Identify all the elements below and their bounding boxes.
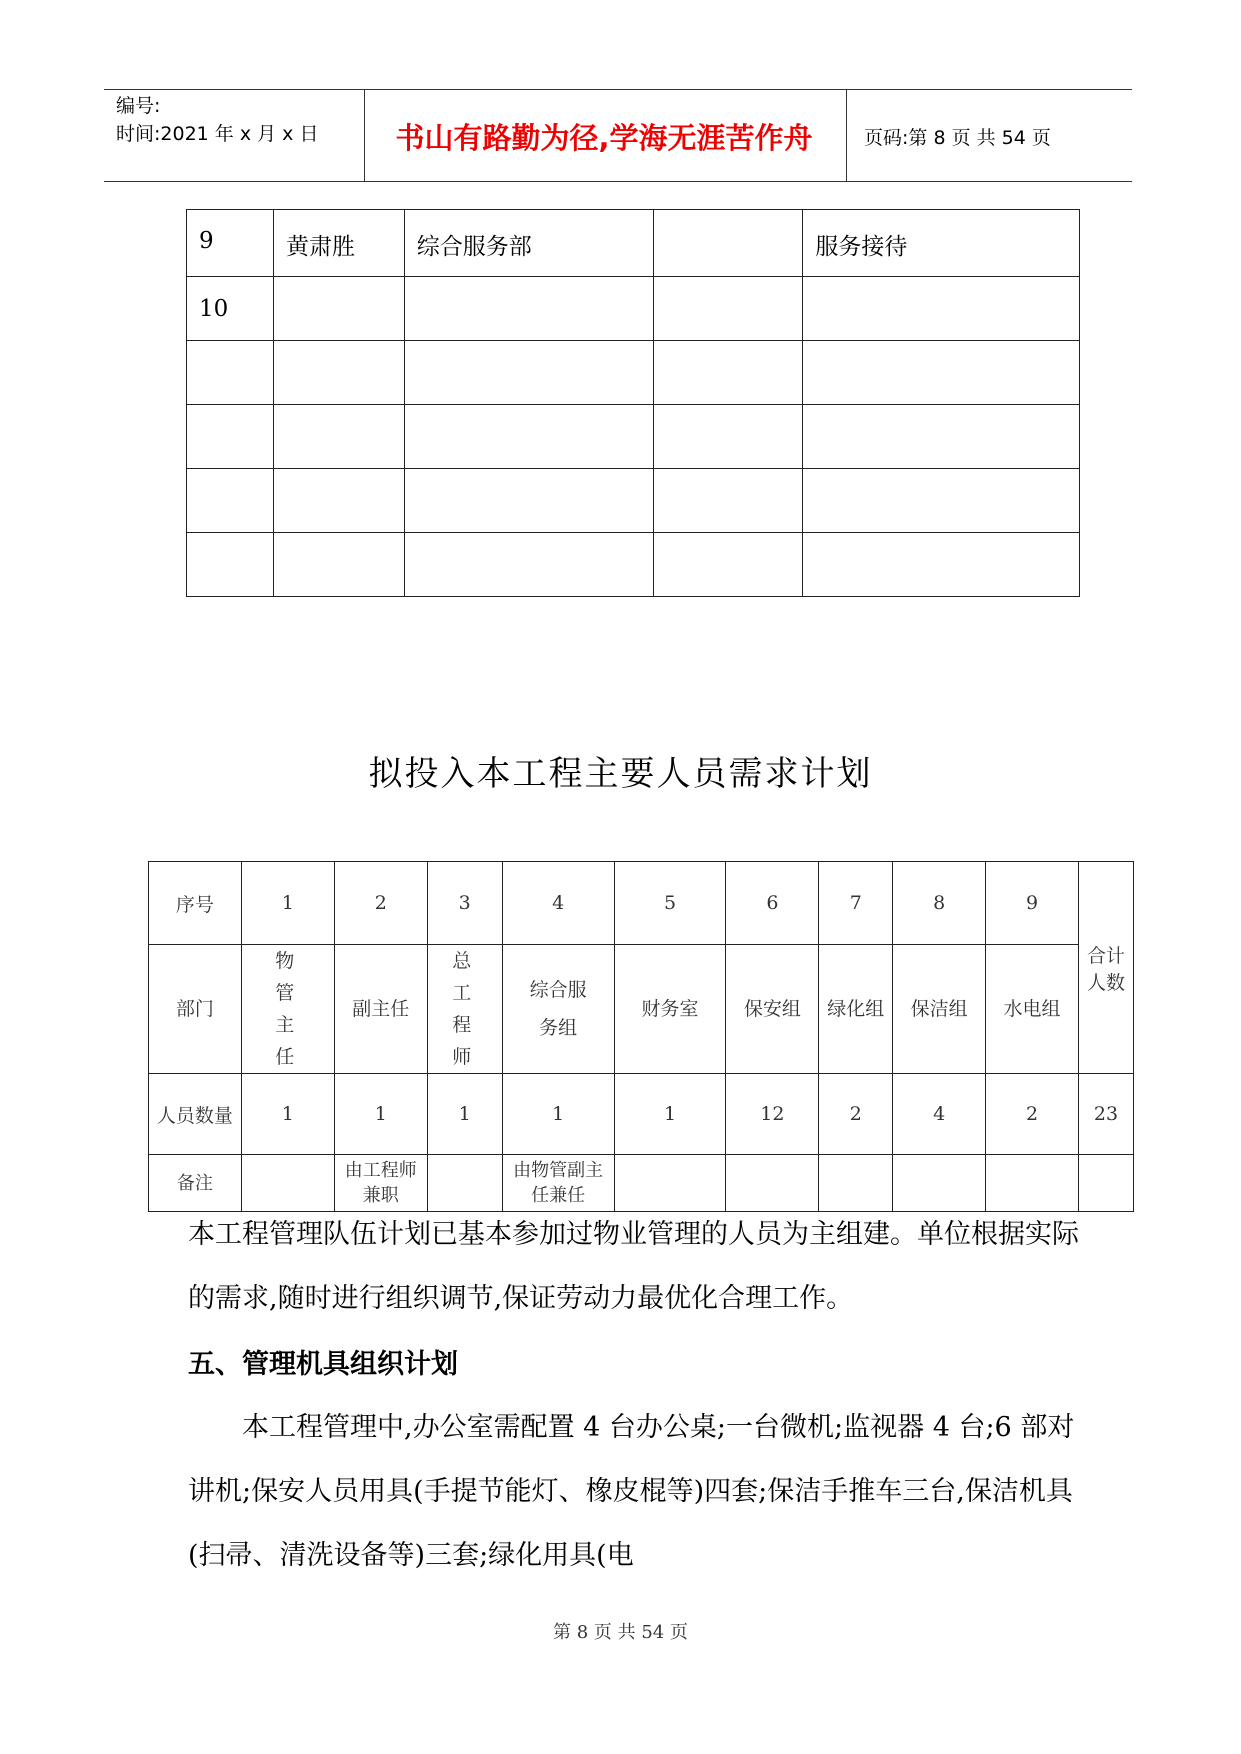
index-cell: 6	[726, 862, 819, 945]
table-cell	[803, 533, 1080, 597]
dept-cell: 财务室	[614, 945, 726, 1074]
table-cell	[187, 533, 274, 597]
total-header	[1078, 862, 1133, 1074]
table-cell	[273, 469, 404, 533]
dept-cell	[241, 945, 334, 1074]
index-cell: 5	[614, 862, 726, 945]
table-cell: 黄肃胜	[273, 210, 404, 277]
table-cell: 服务接待	[803, 210, 1080, 277]
table-cell	[404, 277, 653, 341]
total-label: 合计人数	[1086, 944, 1125, 994]
table-cell	[803, 469, 1080, 533]
dept-cell: 水电组	[986, 945, 1079, 1074]
paragraph-team-plan: 本工程管理队伍计划已基本参加过物业管理的人员为主组建。单位根据实际的需求,随时进行组织调节,保证劳动力最优化合理工作。	[188, 1219, 1079, 1314]
table-row	[187, 341, 1080, 405]
table-cell: 综合服务部	[404, 210, 653, 277]
total-count-cell: 23	[1078, 1074, 1133, 1155]
table-cell	[653, 533, 803, 597]
index-row	[149, 862, 1134, 945]
staffing-plan-table	[148, 861, 1134, 1212]
table-cell	[404, 341, 653, 405]
table-cell	[653, 277, 803, 341]
index-cell: 8	[893, 862, 986, 945]
header-divider-right	[846, 90, 847, 182]
row-label-index: 序号	[149, 862, 242, 945]
table-cell	[187, 341, 274, 405]
count-cell: 12	[726, 1074, 819, 1155]
table-cell	[273, 405, 404, 469]
staff-table	[186, 209, 1080, 597]
count-cell: 1	[502, 1074, 614, 1155]
index-cell: 2	[334, 862, 427, 945]
table-cell	[404, 405, 653, 469]
dept-name: 总工程师	[452, 950, 478, 1068]
paragraph-equipment-plan: 本工程管理中,办公室需配置 4 台办公桌;一台微机;监视器 4 台;6 部对讲机;保安人员用具(手提节能灯、橡皮棍等)四套;保洁手推车三台,保洁机具(扫帚、清洗设备等)三套;绿化用具(电	[188, 1412, 1075, 1571]
header-motto: 书山有路勤为径,学海无涯苦作舟	[395, 121, 813, 155]
table-row	[187, 210, 1080, 277]
table-cell	[404, 469, 653, 533]
count-cell: 1	[334, 1074, 427, 1155]
dept-name: 综合服务组	[529, 979, 587, 1039]
table-cell: 9	[187, 210, 274, 277]
count-cell: 2	[986, 1074, 1079, 1155]
table-cell	[653, 210, 803, 277]
index-cell: 3	[427, 862, 502, 945]
document-time-label: 时间:2021 年 x 月 x 日	[116, 123, 319, 145]
index-cell: 9	[986, 862, 1079, 945]
count-cell: 1	[614, 1074, 726, 1155]
header-divider-left	[364, 90, 365, 182]
row-label-dept: 部门	[149, 945, 242, 1074]
table-cell	[187, 469, 274, 533]
table-cell	[803, 341, 1080, 405]
table-row	[187, 469, 1080, 533]
dept-cell: 保洁组	[893, 945, 986, 1074]
table-cell	[273, 341, 404, 405]
dept-cell: 绿化组	[819, 945, 893, 1074]
department-row	[149, 945, 1134, 1074]
table-cell	[653, 405, 803, 469]
index-cell: 4	[502, 862, 614, 945]
row-label-note: 备注	[149, 1155, 242, 1212]
table-row	[187, 277, 1080, 341]
index-cell: 1	[241, 862, 334, 945]
section-heading: 五、管理机具组织计划	[188, 1349, 458, 1380]
table-cell	[803, 277, 1080, 341]
count-cell: 1	[427, 1074, 502, 1155]
dept-cell	[427, 945, 502, 1074]
table-cell	[404, 533, 653, 597]
table-row	[187, 533, 1080, 597]
table-cell	[273, 277, 404, 341]
document-number-label: 编号:	[116, 95, 161, 117]
note-text: 由物管副主任兼任	[513, 1160, 604, 1206]
dept-cell	[502, 945, 614, 1074]
table-cell	[653, 341, 803, 405]
table-cell	[187, 405, 274, 469]
count-cell: 4	[893, 1074, 986, 1155]
table-cell	[273, 533, 404, 597]
row-label-count: 人员数量	[149, 1074, 242, 1155]
count-row	[149, 1074, 1134, 1155]
footer-page-number: 第 8 页 共 54 页	[553, 1622, 688, 1643]
plan-title: 拟投入本工程主要人员需求计划	[368, 754, 873, 794]
header-top-rule	[104, 89, 1132, 90]
table-cell: 10	[187, 277, 274, 341]
table-cell	[803, 405, 1080, 469]
table-row	[187, 405, 1080, 469]
count-cell: 1	[241, 1074, 334, 1155]
index-cell: 7	[819, 862, 893, 945]
table-cell	[653, 469, 803, 533]
dept-cell: 副主任	[334, 945, 427, 1074]
count-cell: 2	[819, 1074, 893, 1155]
header-meta	[116, 92, 356, 148]
dept-cell: 保安组	[726, 945, 819, 1074]
note-text: 由工程师兼职	[344, 1160, 417, 1206]
dept-name: 物管主任	[275, 950, 301, 1068]
header-bottom-rule	[104, 181, 1132, 182]
header-page-number: 页码:第 8 页 共 54 页	[864, 127, 1051, 149]
